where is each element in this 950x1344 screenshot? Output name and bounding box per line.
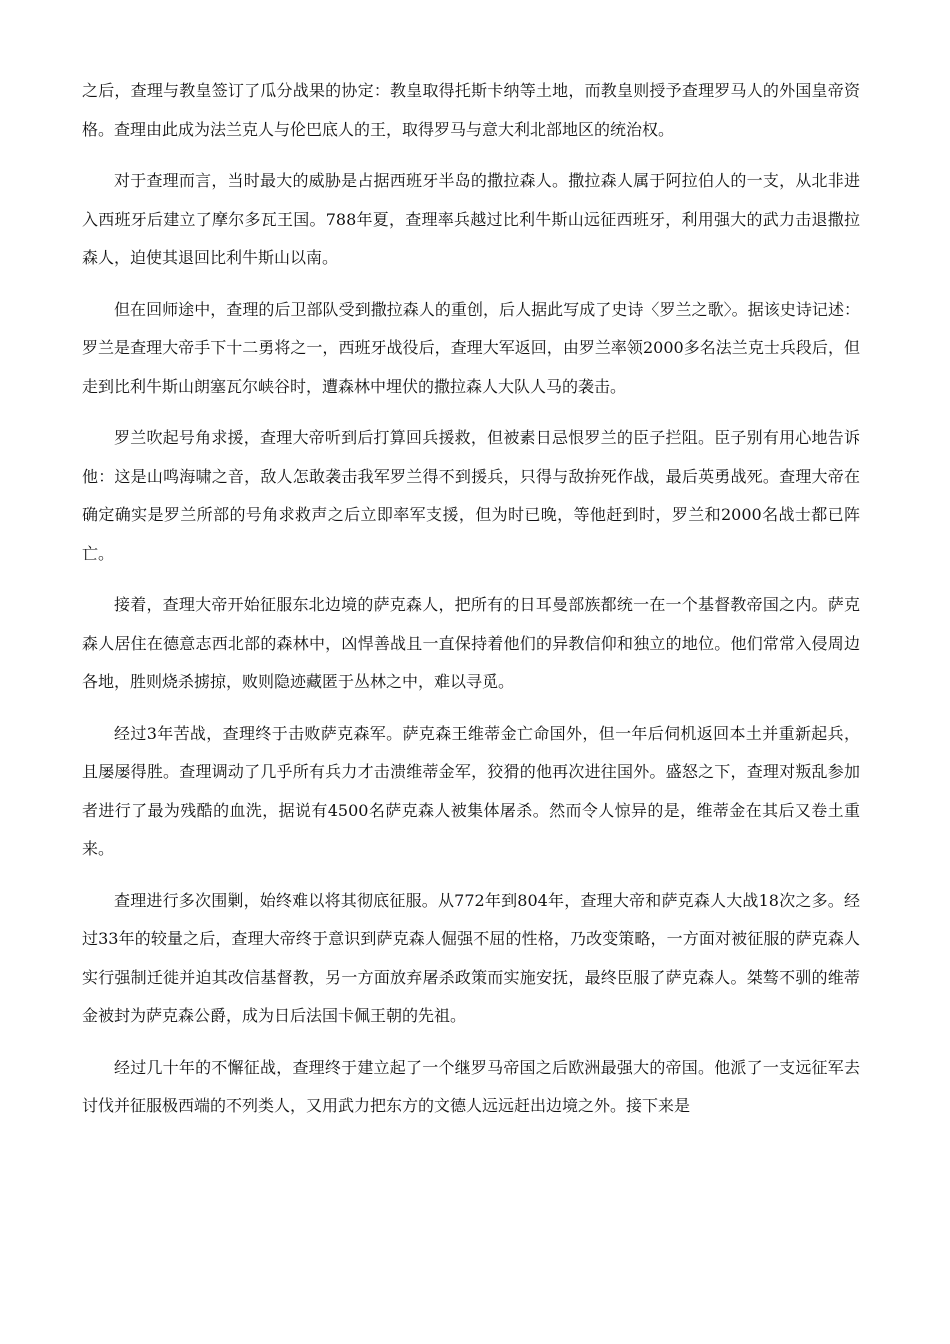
document-page [82,72,860,1139]
paragraph: 但在回师途中，查理的后卫部队受到撒拉森人的重创，后人据此写成了史诗〈罗兰之歌〉。据该史诗记述：罗兰是查理大帝手下十二勇将之一，西班牙战役后，查理大军返回，由罗兰率领2000多名法兰克士兵段后，但走到比利牛斯山朗塞瓦尔峡谷时，遭森林中埋伏的撒拉森人大队人马的袭击。 [82,299,860,396]
paragraph: 查理进行多次围剿，始终难以将其彻底征服。从772年到804年，查理大帝和萨克森人大战18次之多。经过33年的较量之后，查理大帝终于意识到萨克森人倔强不屈的性格，乃改变策略，一方面对被征服的萨克森人实行强制迁徙并迫其改信基督教，另一方面放弃屠杀政策而实施安抚，最终臣服了萨克森人。桀骜不驯的维蒂金被封为萨克森公爵，成为日后法国卡佩王朝的先祖。 [82,890,860,1025]
paragraph: 经过几十年的不懈征战，查理终于建立起了一个继罗马帝国之后欧洲最强大的帝国。他派了一支远征军去讨伐并征服极西端的不列类人，又用武力把东方的文德人远远赶出边境之外。接下来是 [82,1057,860,1115]
paragraph: 对于查理而言，当时最大的威胁是占据西班牙半岛的撒拉森人。撒拉森人属于阿拉伯人的一支，从北非进入西班牙后建立了摩尔多瓦王国。788年夏，查理率兵越过比利牛斯山远征西班牙，利用强大的武力击退撒拉森人，迫使其退回比利牛斯山以南。 [82,171,860,267]
paragraph: 接着，查理大帝开始征服东北边境的萨克森人，把所有的日耳曼部族都统一在一个基督教帝国之内。萨克森人居住在德意志西北部的森林中，凶悍善战且一直保持着他们的异教信仰和独立的地位。他们常常入侵周边各地，胜则烧杀掳掠，败则隐迹藏匿于丛林之中，难以寻觅。 [82,595,860,691]
paragraph: 之后，查理与教皇签订了瓜分战果的协定：教皇取得托斯卡纳等土地，而教皇则授予查理罗马人的外国皇帝资格。查理由此成为法兰克人与伦巴底人的王，取得罗马与意大利北部地区的统治权。 [82,81,860,139]
paragraph: 经过3年苦战，查理终于击败萨克森军。萨克森王维蒂金亡命国外，但一年后伺机返回本土并重新起兵，且屡屡得胜。查理调动了几乎所有兵力才击溃维蒂金军，狡猾的他再次进往国外。盛怒之下，查理对叛乱参加者进行了最为残酷的血洗，据说有4500名萨克森人被集体屠杀。然而令人惊异的是，维蒂金在其后又卷土重来。 [82,723,860,858]
paragraph: 罗兰吹起号角求援，查理大帝听到后打算回兵援救，但被素日忌恨罗兰的臣子拦阻。臣子别有用心地告诉他：这是山鸣海啸之音，敌人怎敢袭击我军罗兰得不到援兵，只得与敌拚死作战，最后英勇战死。查理大帝在确定确实是罗兰所部的号角求救声之后立即率军支援，但为时已晚，等他赶到时，罗兰和2000名战士都已阵亡。 [82,428,860,563]
